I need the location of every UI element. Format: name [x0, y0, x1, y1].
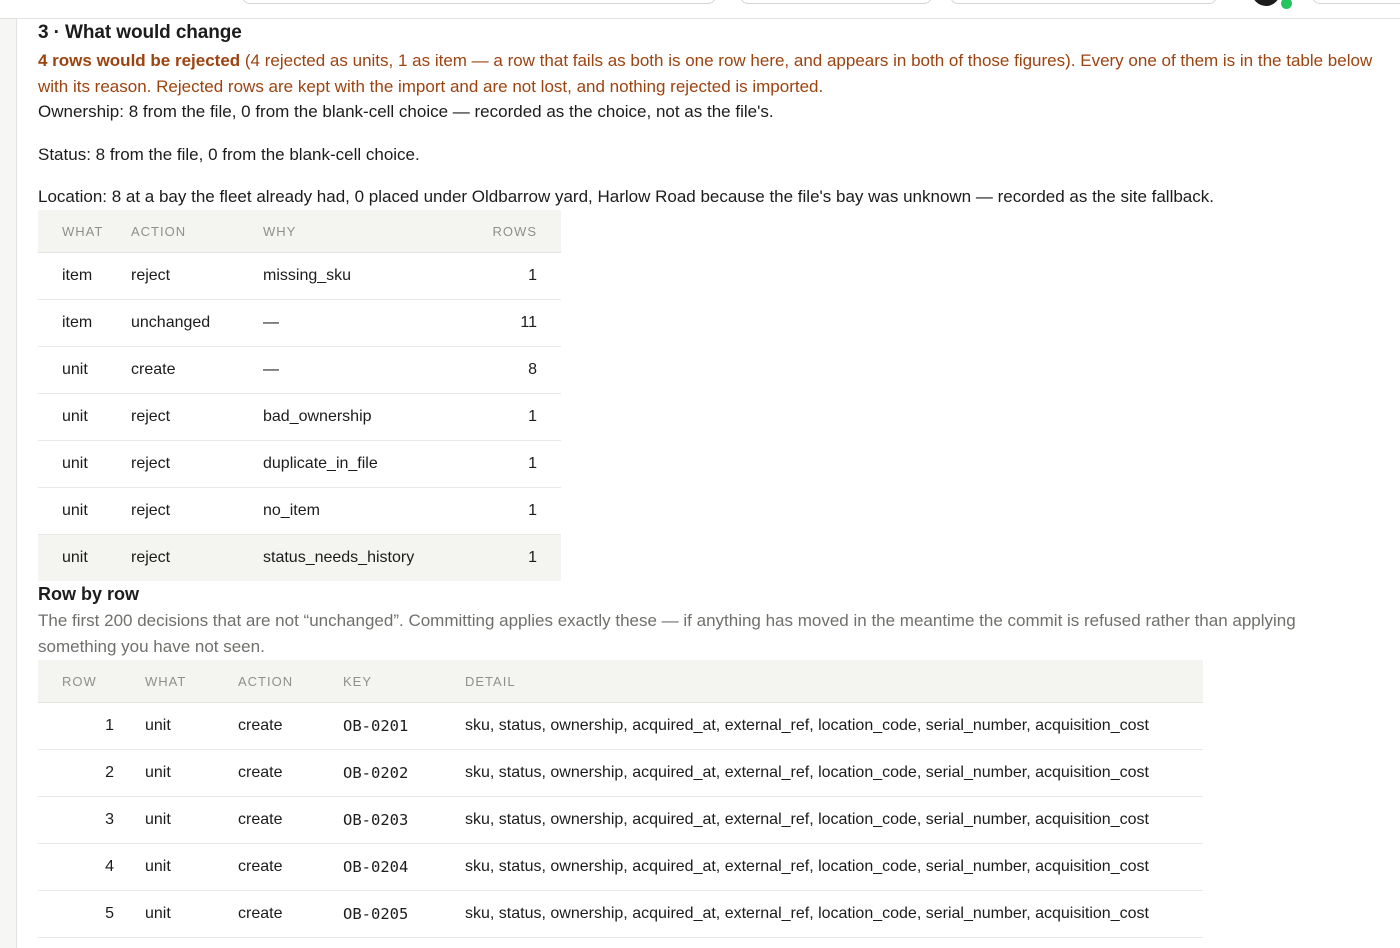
table-row — [38, 347, 561, 394]
table-row — [38, 750, 1203, 797]
cell-what: unit — [145, 891, 238, 938]
what-would-change-section — [38, 21, 1378, 938]
cell-why: — — [263, 300, 468, 347]
cell-rows: 8 — [468, 347, 561, 394]
top-bar — [0, 0, 1400, 19]
cell-what: unit — [145, 750, 238, 797]
decision-summary-table — [38, 210, 561, 581]
cell-action: reject — [131, 535, 263, 582]
table-row — [38, 488, 561, 535]
cell-action: create — [238, 797, 343, 844]
account-button[interactable] — [1312, 0, 1400, 4]
rejection-warning — [38, 48, 1378, 99]
cell-why: duplicate_in_file — [263, 441, 468, 488]
table-row — [38, 797, 1203, 844]
cell-rows: 1 — [468, 441, 561, 488]
table-row — [38, 891, 1203, 938]
cell-action: reject — [131, 488, 263, 535]
cell-key: OB-0203 — [343, 797, 465, 844]
cell-row: 3 — [38, 797, 145, 844]
cell-action: create — [238, 844, 343, 891]
table-row — [38, 703, 1203, 750]
column-header-rows: ROWS — [468, 210, 561, 253]
cell-why: bad_ownership — [263, 394, 468, 441]
cell-why: missing_sku — [263, 253, 468, 300]
table-row — [38, 844, 1203, 891]
column-header-row: ROW — [38, 660, 145, 703]
ownership-summary: Ownership: 8 from the file, 0 from the blank-cell choice — recorded as the choice, not as the file's. — [38, 102, 774, 121]
cell-detail: sku, status, ownership, acquired_at, external_ref, location_code, serial_number, acquisition_cost — [465, 797, 1203, 844]
search-input[interactable] — [242, 0, 716, 4]
cell-rows: 1 — [468, 394, 561, 441]
cell-detail: sku, status, ownership, acquired_at, external_ref, location_code, serial_number, acquisition_cost — [465, 844, 1203, 891]
cell-action: unchanged — [131, 300, 263, 347]
cell-action: reject — [131, 253, 263, 300]
table-row-hovered — [38, 535, 561, 582]
table-header-row — [38, 660, 1203, 703]
cell-key: OB-0204 — [343, 844, 465, 891]
column-header-key: KEY — [343, 660, 465, 703]
cell-action: reject — [131, 394, 263, 441]
cell-key: OB-0205 — [343, 891, 465, 938]
cell-what: unit — [145, 844, 238, 891]
status-summary: Status: 8 from the file, 0 from the blank-cell choice. — [38, 144, 420, 164]
table-row — [38, 394, 561, 441]
cell-what: unit — [38, 535, 131, 582]
row-by-row-description: The first 200 decisions that are not “unchanged”. Committing applies exactly these — if anything has moved in the meantime the commit is refused rather than applying something you have not seen. — [38, 611, 1296, 656]
cell-action: create — [238, 750, 343, 797]
online-status-dot — [1279, 0, 1294, 11]
import-select[interactable] — [950, 0, 1217, 4]
cell-what: item — [38, 300, 131, 347]
cell-action: create — [238, 891, 343, 938]
column-header-what: WHAT — [145, 660, 238, 703]
table-row — [38, 300, 561, 347]
cell-row: 1 — [38, 703, 145, 750]
cell-action: create — [238, 703, 343, 750]
rejection-explanation: (4 rejected as units, 1 as item — a row that fails as both is one row here, and appears in both of those figures). Every one of them is in the table below with its reason. Rejected rows are kept with the import and are not lost, and nothing rejected is imported. — [38, 51, 1373, 96]
cell-detail: sku, status, ownership, acquired_at, external_ref, location_code, serial_number, acquisition_cost — [465, 703, 1203, 750]
table-header-row — [38, 210, 561, 253]
cell-why: no_item — [263, 488, 468, 535]
cell-what: unit — [38, 347, 131, 394]
section-title: 3 · What would change — [38, 22, 242, 43]
cell-row: 4 — [38, 844, 145, 891]
table-row — [38, 441, 561, 488]
cell-key: OB-0202 — [343, 750, 465, 797]
cell-what: unit — [145, 797, 238, 844]
cell-row: 2 — [38, 750, 145, 797]
cell-what: unit — [38, 441, 131, 488]
location-summary: Location: 8 at a bay the fleet already had, 0 placed under Oldbarrow yard, Harlow Road because the file's bay was unknown — recorded as the site fallback. — [38, 187, 1214, 206]
cell-rows: 1 — [468, 253, 561, 300]
cell-row: 5 — [38, 891, 145, 938]
import-preview-panel — [16, 19, 1400, 948]
column-header-what: WHAT — [38, 210, 131, 253]
cell-what: unit — [145, 703, 238, 750]
avatar[interactable] — [1252, 0, 1280, 6]
table-row — [38, 253, 561, 300]
cell-what: unit — [38, 488, 131, 535]
column-header-action: ACTION — [131, 210, 263, 253]
cell-key: OB-0201 — [343, 703, 465, 750]
filter-select[interactable] — [740, 0, 932, 4]
cell-rows: 1 — [468, 535, 561, 582]
cell-what: item — [38, 253, 131, 300]
cell-detail: sku, status, ownership, acquired_at, external_ref, location_code, serial_number, acquisition_cost — [465, 750, 1203, 797]
row-by-row-title: Row by row — [38, 584, 140, 604]
column-header-why: WHY — [263, 210, 468, 253]
cell-action: reject — [131, 441, 263, 488]
cell-why: status_needs_history — [263, 535, 468, 582]
cell-rows: 1 — [468, 488, 561, 535]
column-header-detail: DETAIL — [465, 660, 1203, 703]
cell-why: — — [263, 347, 468, 394]
cell-rows: 11 — [468, 300, 561, 347]
column-header-action: ACTION — [238, 660, 343, 703]
cell-what: unit — [38, 394, 131, 441]
cell-detail: sku, status, ownership, acquired_at, external_ref, location_code, serial_number, acquisition_cost — [465, 891, 1203, 938]
rejection-count: 4 rows would be rejected — [38, 51, 241, 70]
cell-action: create — [131, 347, 263, 394]
row-by-row-table — [38, 660, 1203, 938]
